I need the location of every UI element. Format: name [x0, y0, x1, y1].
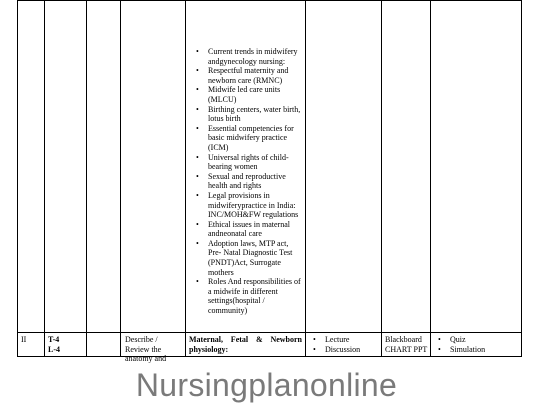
list-item: • Lecture [310, 335, 379, 345]
content-title-cell: Maternal, Fetal & Newborn physiology: [189, 335, 302, 354]
list-item: • Birthing centers, water birth, lotus birth [193, 105, 301, 124]
table-top-border [17, 0, 522, 1]
content-topics-cell [193, 47, 301, 316]
col-border-5 [305, 0, 306, 357]
lab-hours: L-4 [48, 344, 60, 354]
unit-cell: II [21, 335, 27, 344]
list-item: • Simulation [435, 345, 519, 355]
aids-cell: Blackboard CHART PPT [385, 335, 428, 354]
col-border-6 [381, 0, 382, 357]
list-item: • Essential competencies for basic midwifery practice (ICM) [193, 124, 301, 153]
row-divider [17, 332, 522, 333]
methods-list [310, 335, 379, 354]
list-item: • Ethical issues in maternal andneonatal care [193, 220, 301, 239]
col-border-8 [521, 0, 522, 357]
time-cell [48, 335, 84, 354]
evaluation-cell [435, 335, 519, 354]
list-item: • Sexual and reproductive health and rights [193, 172, 301, 191]
curriculum-table [17, 0, 522, 364]
list-item: • Roles And responsibilities of a midwife in different settings(hospital / community) [193, 277, 301, 315]
col-border-7 [430, 0, 431, 357]
list-item: • Respectful maternity and newborn care (RMNC) [193, 66, 301, 85]
list-item: • Universal rights of child-bearing women [193, 153, 301, 172]
watermark-text: Nursingplanonline [135, 367, 398, 403]
table-bottom-border [17, 356, 522, 357]
objective-cell: Describe / Review the anatomy and [125, 335, 167, 364]
list-item: • Quiz [435, 335, 519, 345]
list-item: • Current trends in midwifery andgynecology nursing: [193, 47, 301, 66]
content-topics-list [193, 47, 301, 316]
list-item: • Adoption laws, MTP act, Pre- Natal Diagnostic Test (PNDT)Act, Surrogate mothers [193, 239, 301, 277]
col-border-4 [185, 0, 186, 357]
list-item: • Legal provisions in midwiferypractice in India: INC/MOH&FW regulations [193, 191, 301, 220]
col-border-1 [44, 0, 45, 357]
evaluation-list [435, 335, 519, 354]
list-item: • Midwife led care units (MLCU) [193, 85, 301, 104]
col-border-2 [86, 0, 87, 357]
methods-cell [310, 335, 379, 354]
list-item: • Discussion [310, 345, 379, 355]
col-border-0 [17, 0, 18, 357]
theory-hours: T-4 [48, 335, 60, 344]
col-border-3 [120, 0, 121, 357]
